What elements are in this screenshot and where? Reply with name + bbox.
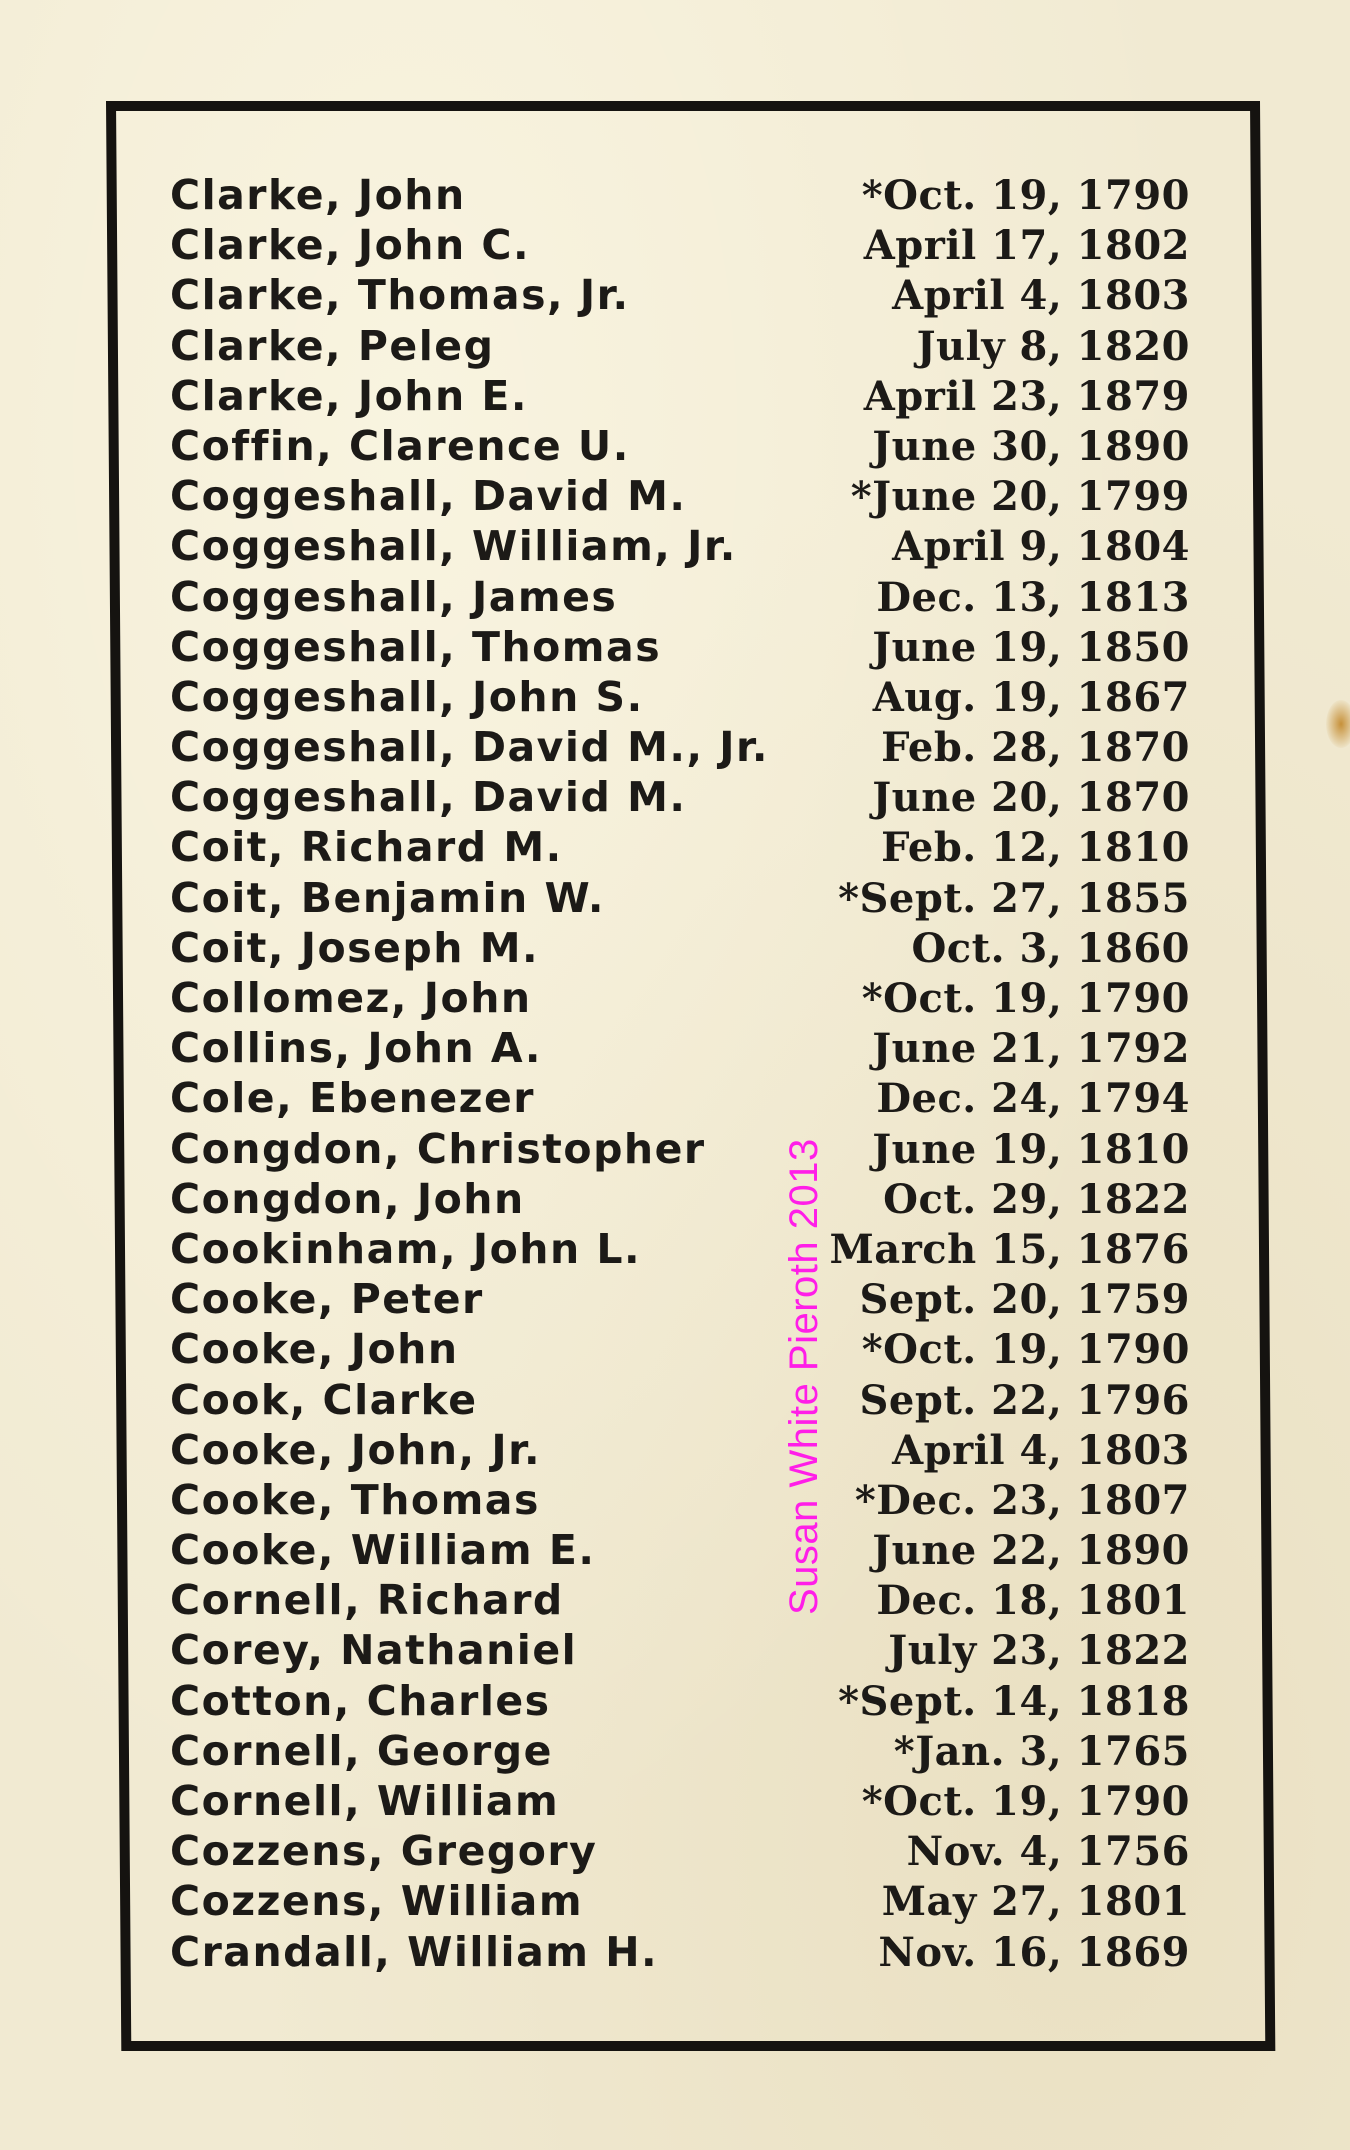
- entry-name: Cornell, Richard: [170, 1576, 564, 1625]
- list-item: [170, 421, 1190, 471]
- entry-date: *Oct. 19, 1790: [861, 1778, 1190, 1825]
- entry-name: Coggeshall, David M., Jr.: [170, 723, 770, 772]
- list-item: [170, 1475, 1190, 1525]
- entry-date: *Oct. 19, 1790: [861, 172, 1190, 219]
- entry-name: Clarke, Thomas, Jr.: [170, 271, 630, 320]
- entry-name: Cooke, William E.: [170, 1526, 596, 1575]
- entry-name: Coggeshall, William, Jr.: [170, 522, 737, 571]
- list-item: [170, 1425, 1190, 1475]
- entry-date: June 21, 1792: [872, 1025, 1190, 1073]
- name-date-list: [170, 170, 1190, 1977]
- list-item: [170, 1776, 1190, 1826]
- entry-date: Aug. 19, 1867: [872, 673, 1190, 721]
- list-item: [170, 471, 1190, 521]
- entry-date: April 4, 1803: [892, 1426, 1190, 1474]
- entry-name: Coggeshall, David M.: [170, 773, 687, 822]
- entry-name: Cook, Clarke: [170, 1375, 478, 1424]
- entry-name: Cole, Ebenezer: [170, 1074, 536, 1123]
- entry-date: April 23, 1879: [863, 372, 1190, 420]
- list-item: [170, 1575, 1190, 1625]
- entry-name: Crandall, William H.: [170, 1927, 659, 1976]
- entry-name: Coit, Benjamin W.: [170, 873, 605, 922]
- list-item: [170, 170, 1190, 220]
- entry-name: Cooke, John: [170, 1325, 459, 1374]
- entry-date: Nov. 4, 1756: [906, 1828, 1190, 1876]
- list-item: [170, 1726, 1190, 1776]
- entry-date: *Sept. 14, 1818: [838, 1677, 1190, 1725]
- list-item: [170, 521, 1190, 571]
- list-item: [170, 672, 1190, 722]
- entry-date: *Sept. 27, 1855: [838, 874, 1190, 922]
- entry-name: Clarke, John: [170, 171, 466, 219]
- list-item: [170, 1124, 1190, 1174]
- entry-name: Coit, Joseph M.: [170, 923, 540, 972]
- entry-date: Nov. 16, 1869: [878, 1928, 1190, 1976]
- list-item: [170, 1324, 1190, 1374]
- entry-name: Collins, John A.: [170, 1024, 542, 1073]
- entry-date: *Oct. 19, 1790: [861, 975, 1190, 1022]
- entry-name: Collomez, John: [170, 974, 532, 1022]
- list-item: [170, 1174, 1190, 1224]
- entry-name: Coggeshall, Thomas: [170, 622, 662, 671]
- entry-date: June 19, 1810: [872, 1125, 1190, 1173]
- list-item: [170, 1224, 1190, 1274]
- entry-date: June 30, 1890: [872, 422, 1190, 470]
- entry-date: Feb. 12, 1810: [881, 824, 1190, 872]
- list-item: [170, 973, 1190, 1023]
- entry-date: *Jan. 3, 1765: [893, 1727, 1190, 1775]
- list-item: [170, 1525, 1190, 1575]
- entry-date: *Oct. 19, 1790: [861, 1326, 1190, 1374]
- entry-name: Cozzens, Gregory: [170, 1827, 598, 1876]
- entry-date: Dec. 24, 1794: [876, 1075, 1190, 1123]
- list-item: [170, 822, 1190, 872]
- watermark-text: Susan White Pieroth 2013: [782, 1138, 826, 1615]
- entry-name: Cotton, Charles: [170, 1676, 551, 1725]
- entry-name: Clarke, John C.: [170, 221, 531, 270]
- list-item: [170, 1826, 1190, 1876]
- entry-name: Clarke, John E.: [170, 371, 529, 420]
- entry-date: Oct. 3, 1860: [911, 924, 1190, 972]
- entry-date: April 17, 1802: [863, 222, 1190, 270]
- entry-date: June 19, 1850: [872, 623, 1190, 671]
- list-item: [170, 722, 1190, 772]
- list-item: [170, 873, 1190, 923]
- list-item: [170, 270, 1190, 320]
- entry-name: Coggeshall, David M.: [170, 472, 687, 521]
- list-item: [170, 371, 1190, 421]
- entry-date: March 15, 1876: [829, 1225, 1190, 1273]
- entry-date: Dec. 13, 1813: [876, 573, 1190, 621]
- entry-date: Feb. 28, 1870: [881, 724, 1190, 772]
- entry-date: April 4, 1803: [892, 272, 1190, 320]
- entry-name: Cookinham, John L.: [170, 1224, 642, 1273]
- list-item: [170, 1876, 1190, 1926]
- entry-date: April 9, 1804: [892, 523, 1190, 571]
- entry-name: Clarke, Peleg: [170, 321, 495, 370]
- entry-name: Congdon, John: [170, 1174, 525, 1223]
- entry-date: June 20, 1870: [872, 774, 1190, 822]
- entry-date: Oct. 29, 1822: [883, 1175, 1190, 1223]
- entry-name: Coggeshall, James: [170, 572, 618, 621]
- entry-name: Cornell, George: [170, 1726, 553, 1775]
- entry-name: Cornell, William: [170, 1777, 560, 1825]
- entry-date: Sept. 20, 1759: [859, 1276, 1190, 1324]
- entry-name: Cooke, John, Jr.: [170, 1425, 542, 1474]
- list-item: [170, 1676, 1190, 1726]
- list-item: [170, 923, 1190, 973]
- list-item: [170, 321, 1190, 371]
- list-item: [170, 1274, 1190, 1324]
- entry-date: *Dec. 23, 1807: [854, 1476, 1190, 1524]
- entry-date: July 8, 1820: [916, 322, 1190, 370]
- entry-name: Cozzens, William: [170, 1877, 584, 1926]
- list-item: [170, 772, 1190, 822]
- entry-date: Dec. 18, 1801: [876, 1577, 1190, 1625]
- entry-name: Coffin, Clarence U.: [170, 421, 630, 470]
- entry-date: July 23, 1822: [888, 1627, 1190, 1675]
- paper-stain: [1326, 700, 1350, 748]
- entry-date: June 22, 1890: [872, 1527, 1190, 1575]
- entry-date: Sept. 22, 1796: [859, 1376, 1190, 1424]
- entry-date: *June 20, 1799: [850, 473, 1190, 521]
- list-item: [170, 1073, 1190, 1123]
- list-item: [170, 1625, 1190, 1675]
- list-item: [170, 572, 1190, 622]
- entry-name: Cooke, Peter: [170, 1275, 484, 1324]
- entry-name: Cooke, Thomas: [170, 1475, 540, 1524]
- list-item: [170, 1023, 1190, 1073]
- entry-name: Congdon, Christopher: [170, 1124, 706, 1173]
- list-item: [170, 622, 1190, 672]
- entry-name: Corey, Nathaniel: [170, 1626, 578, 1675]
- list-item: [170, 220, 1190, 270]
- list-item: [170, 1927, 1190, 1977]
- entry-name: Coit, Richard M.: [170, 823, 563, 872]
- entry-name: Coggeshall, John S.: [170, 672, 644, 721]
- list-item: [170, 1375, 1190, 1425]
- entry-date: May 27, 1801: [881, 1878, 1190, 1926]
